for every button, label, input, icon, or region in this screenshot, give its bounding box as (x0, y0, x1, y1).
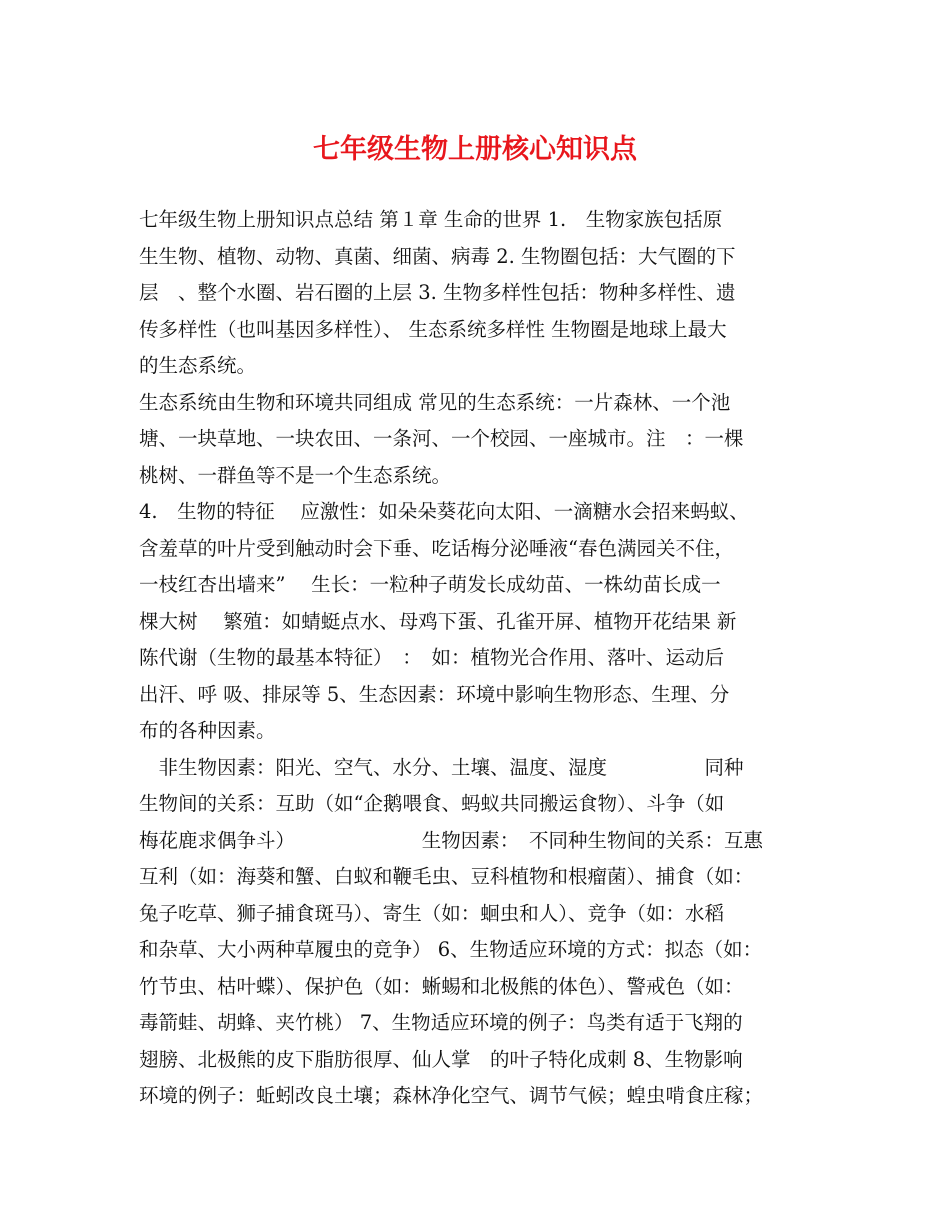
text-line: 竹节虫、枯叶蝶）、保护色（如：蜥蜴和北极熊的体色）、警戒色（如： (139, 974, 744, 998)
text-line: 塘、一块草地、一块农田、一条河、一个校园、一座城市。注 ：一棵 (139, 427, 744, 450)
text-line: 生生物、植物、动物、真菌、细菌、病毒 2. 生物圈包括：大气圈的下 (139, 244, 736, 268)
text-line: 非生物因素：阳光、空气、水分、土壤、温度、湿度 同种 (139, 755, 744, 779)
text-line: 布的各种因素。 (139, 719, 276, 742)
text-line: 出汗、呼 吸、排尿等 5、生态因素：环境中影响生物形态、生理、分 (139, 682, 730, 706)
text-line: 一枝红杏出墙来” 生长：一粒种子萌发长成幼苗、一株幼苗长成一 (139, 573, 721, 596)
text-line: 含羞草的叶片受到触动时会下垂、吃话梅分泌唾液“春色满园关不住， (139, 536, 734, 560)
text-line: 传多样性（也叫基因多样性）、 生态系统多样性 生物圈是地球上最大 (139, 317, 727, 341)
text-line: 兔子吃草、狮子捕食斑马）、寄生（如：蛔虫和人）、竞争（如：水稻 (139, 901, 725, 925)
text-line: 互利（如：海葵和蟹、白蚁和鞭毛虫、豆科植物和根瘤菌）、捕食（如： (139, 865, 754, 888)
text-line: 棵大树 繁殖：如蜻蜓点水、母鸡下蛋、孔雀开屏、植物开花结果 新 (139, 609, 737, 633)
text-line: 七年级生物上册知识点总结 第１章 生命的世界 1. 生物家族包括原 (139, 208, 723, 231)
document-title: 七年级生物上册核心知识点 (313, 134, 637, 165)
text-line: 生物间的关系：互助（如“企鹅喂食、蚂蚁共同搬运食物）、斗争（如 (139, 792, 725, 815)
text-line: 层 、整个水圈、岩石圈的上层 3. 生物多样性包括：物种多样性、遗 (139, 281, 736, 304)
text-line: 梅花鹿求偶争斗） 生物因素： 不同种生物间的关系：互惠 (139, 828, 764, 852)
text-line: 毒箭蛙、胡蜂、夹竹桃） 7、生物适应环境的例子：鸟类有适于飞翔的 (139, 1011, 743, 1034)
text-line: 和杂草、大小两种草履虫的竞争） 6、生物适应环境的方式：拟态（如： (139, 938, 763, 961)
text-line: 桃树、一群鱼等不是一个生态系统。 (139, 463, 452, 487)
text-line: 陈代谢（生物的最基本特征） ： 如：植物光合作用、落叶、运动后 (139, 646, 725, 669)
text-line: 4. 生物的特征 应激性：如朵朵葵花向太阳、一滴糖水会招来蚂蚁、 (139, 500, 749, 523)
text-line: 翅膀、北极熊的皮下脂肪很厚、仙人掌 的叶子特化成刺 8、生物影响 (139, 1047, 743, 1071)
document-body (139, 202, 829, 1115)
text-line: 生态系统由生物和环境共同组成 常见的生态系统：一片森林、一个池 (139, 390, 731, 414)
text-line: 环境的例子：蚯蚓改良土壤；森林净化空气、调节气候；蝗虫啃食庄稼； (139, 1084, 764, 1107)
text-line: 的生态系统。 (139, 354, 257, 377)
